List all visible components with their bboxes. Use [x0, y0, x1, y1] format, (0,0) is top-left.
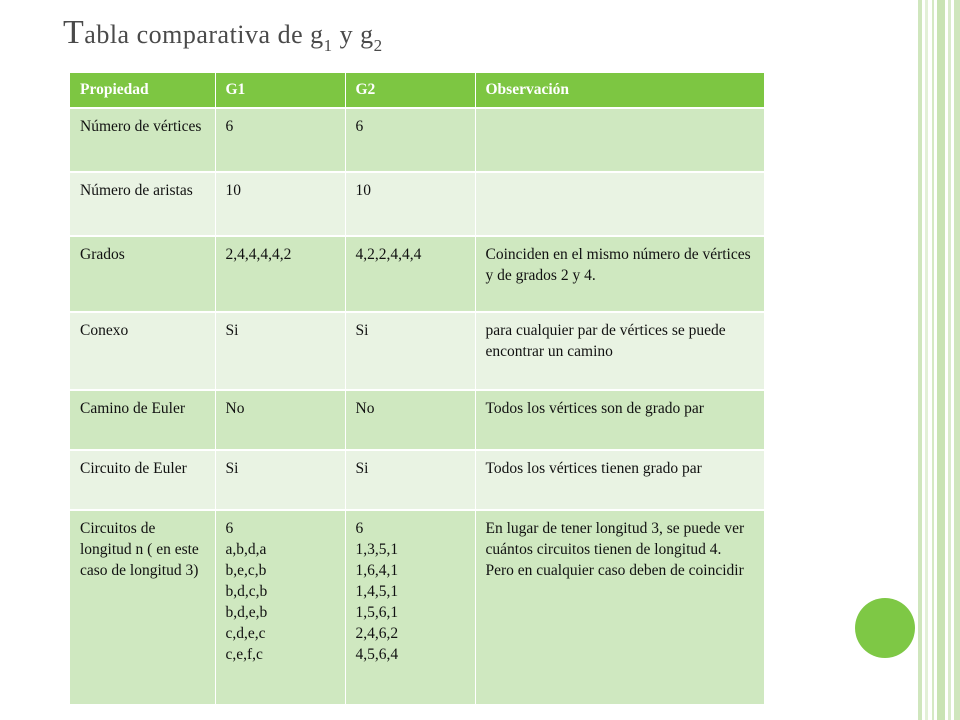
circuit-item: 6	[355, 520, 364, 537]
slide-title	[63, 14, 383, 56]
table-row	[70, 312, 764, 390]
circuit-item: 2,4,6,2	[355, 625, 399, 642]
title-initial: T	[63, 14, 85, 51]
cell-property: Circuito de Euler	[70, 450, 215, 510]
circuit-item: c,d,e,c	[225, 625, 266, 642]
cell-property: Número de vértices	[70, 108, 215, 172]
decor-stripe	[925, 0, 928, 720]
cell-g1: 6	[215, 108, 345, 172]
cell-property: Grados	[70, 236, 215, 312]
cell-g1: 2,4,4,4,4,2	[215, 236, 345, 312]
decor-stripe	[948, 0, 951, 720]
circuit-item: a,b,d,a	[225, 541, 267, 558]
circuit-item: c,e,f,c	[225, 646, 263, 663]
cell-property: Número de aristas	[70, 172, 215, 236]
cell-property: Camino de Euler	[70, 390, 215, 450]
cell-g2: 10	[345, 172, 475, 236]
cell-g1: No	[215, 390, 345, 450]
table-row	[70, 390, 764, 450]
circuit-item: 4,5,6,4	[355, 646, 399, 663]
decor-stripe	[937, 0, 945, 720]
decor-circle	[855, 598, 915, 658]
circuit-item: b,d,e,b	[225, 604, 268, 621]
header-observacion: Observación	[475, 73, 764, 108]
header-g1: G1	[215, 73, 345, 108]
cell-g1-circuits	[215, 510, 345, 704]
circuit-item: 1,3,5,1	[355, 541, 399, 558]
cell-g2-circuits	[345, 510, 475, 704]
cell-g1: 10	[215, 172, 345, 236]
table-row	[70, 450, 764, 510]
cell-g2: Si	[345, 450, 475, 510]
title-text: abla comparativa de g	[84, 20, 324, 49]
table-row	[70, 108, 764, 172]
table-header-row	[70, 73, 764, 108]
decor-stripe	[954, 0, 960, 720]
circuit-item: b,e,c,b	[225, 562, 267, 579]
decor-stripe	[918, 0, 922, 720]
cell-property: Circuitos de longitud n ( en este caso de longitud 3)	[70, 510, 215, 704]
cell-observation: para cualquier par de vértices se puede encontrar un camino	[475, 312, 764, 390]
table-row	[70, 172, 764, 236]
cell-g2: 4,2,2,4,4,4	[345, 236, 475, 312]
cell-g2: 6	[345, 108, 475, 172]
cell-g1: Si	[215, 312, 345, 390]
header-g2: G2	[345, 73, 475, 108]
table-row	[70, 510, 764, 704]
header-propiedad: Propiedad	[70, 73, 215, 108]
cell-observation: Todos los vértices son de grado par	[475, 390, 764, 450]
cell-observation: Todos los vértices tienen grado par	[475, 450, 764, 510]
cell-observation	[475, 172, 764, 236]
cell-g1: Si	[215, 450, 345, 510]
title-subscript-2: 2	[373, 35, 383, 55]
comparison-table	[70, 73, 765, 704]
cell-observation	[475, 108, 764, 172]
circuit-item: b,d,c,b	[225, 583, 268, 600]
circuit-item: 6	[225, 520, 234, 537]
cell-property: Conexo	[70, 312, 215, 390]
circuit-item: 1,6,4,1	[355, 562, 399, 579]
cell-observation: En lugar de tener longitud 3, se puede ver cuántos circuitos tienen de longitud 4. Pero en cualquier caso deben de coincidir	[475, 510, 764, 704]
circuit-item: 1,5,6,1	[355, 604, 399, 621]
table-row	[70, 236, 764, 312]
cell-observation: Coinciden en el mismo número de vértices y de grados 2 y 4.	[475, 236, 764, 312]
cell-g2: Si	[345, 312, 475, 390]
circuit-item: 1,4,5,1	[355, 583, 399, 600]
title-text-2: y g	[332, 20, 374, 49]
cell-g2: No	[345, 390, 475, 450]
decor-stripe	[932, 0, 934, 720]
title-subscript-1: 1	[323, 35, 333, 55]
